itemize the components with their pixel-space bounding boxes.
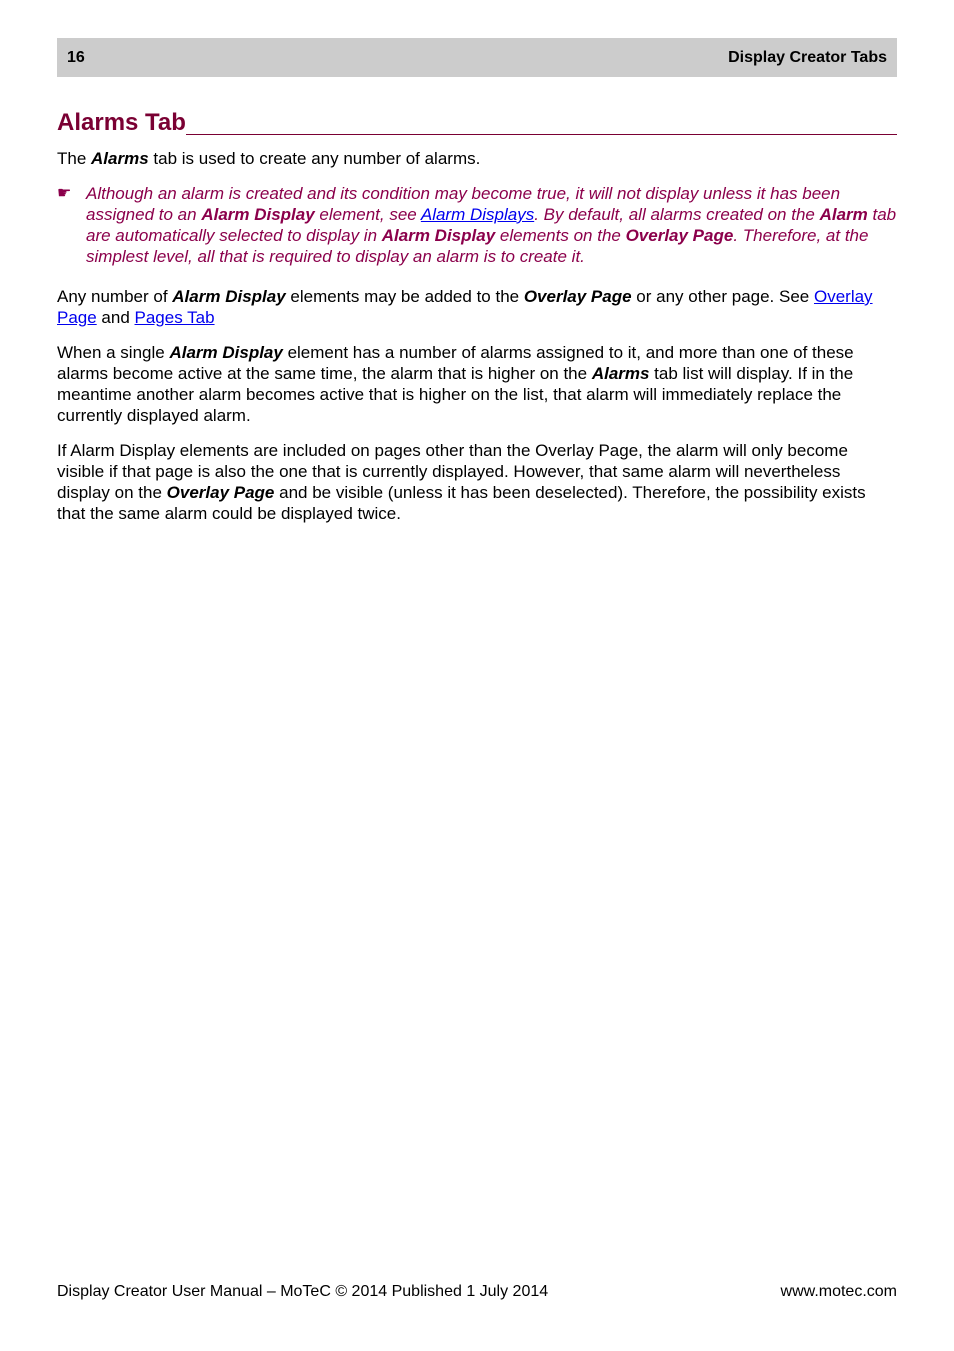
bold-term: Alarms <box>91 149 149 168</box>
bold-term: Alarm Display <box>381 226 496 245</box>
intro-paragraph: The Alarms tab is used to create any number of alarms. <box>57 149 481 168</box>
bold-term: Alarm Display <box>172 287 286 306</box>
paragraph-alarm-display-count: Any number of Alarm Display elements may be added to the Overlay Page or any other page. See Overlay Page and Pages Tab <box>57 287 873 327</box>
section-heading <box>57 108 897 138</box>
bold-term: Alarms <box>591 364 650 383</box>
bold-term: Alarm <box>819 205 868 224</box>
footer-website: www.motec.com <box>780 1283 897 1300</box>
bold-term: Alarm Display <box>201 205 315 224</box>
paragraph-alarm-priority: When a single Alarm Display element has a number of alarms assigned to it, and more than one of these alarms become active at the same time, the alarm that is higher on the Alarms tab list will display. If in the meantime another alarm becomes active that is higher on the list, that alarm will immediately replace the currently displayed alarm. <box>57 343 854 425</box>
pages-tab-link[interactable]: Pages Tab <box>134 308 215 327</box>
note-paragraph: ☛ Although an alarm is created and its condition may become true, it will not display unless it has been assigned to an Alarm Display element, see Alarm Displays. By default, all alarms created on the Alarm tab are automatically selected to display in Alarm Display elements on the Overlay Page. Therefore, at the simplest level, all that is required to display an alarm is to create it. <box>57 184 897 266</box>
page-header <box>57 38 897 77</box>
main-content <box>57 148 897 538</box>
overlay-page-link[interactable]: Overlay Page <box>57 287 873 327</box>
title-underline <box>186 134 897 135</box>
paragraph-alarm-visibility: If Alarm Display elements are included on pages other than the Overlay Page, the alarm will only become visible if that page is also the one that is currently displayed. However, that same alarm will nevertheless display on the Overlay Page and be visible (unless it has been deselected). Therefore, the possibility exists that the same alarm could be displayed twice. <box>57 441 866 523</box>
header-section-title: Display Creator Tabs <box>728 48 887 66</box>
page-title: Alarms Tab <box>57 109 186 136</box>
bold-term: Overlay Page <box>625 226 734 245</box>
bold-term: Overlay Page <box>523 287 632 306</box>
footer-copyright: Display Creator User Manual – MoTeC © 2014 Published 1 July 2014 <box>57 1283 549 1300</box>
page-footer <box>57 1283 897 1301</box>
page-number: 16 <box>67 48 85 66</box>
bold-term: Alarm Display <box>169 343 283 362</box>
pointing-hand-icon: ☛ <box>57 185 72 202</box>
bold-term: Overlay Page <box>166 483 275 502</box>
alarm-displays-link[interactable]: Alarm Displays <box>420 205 535 224</box>
